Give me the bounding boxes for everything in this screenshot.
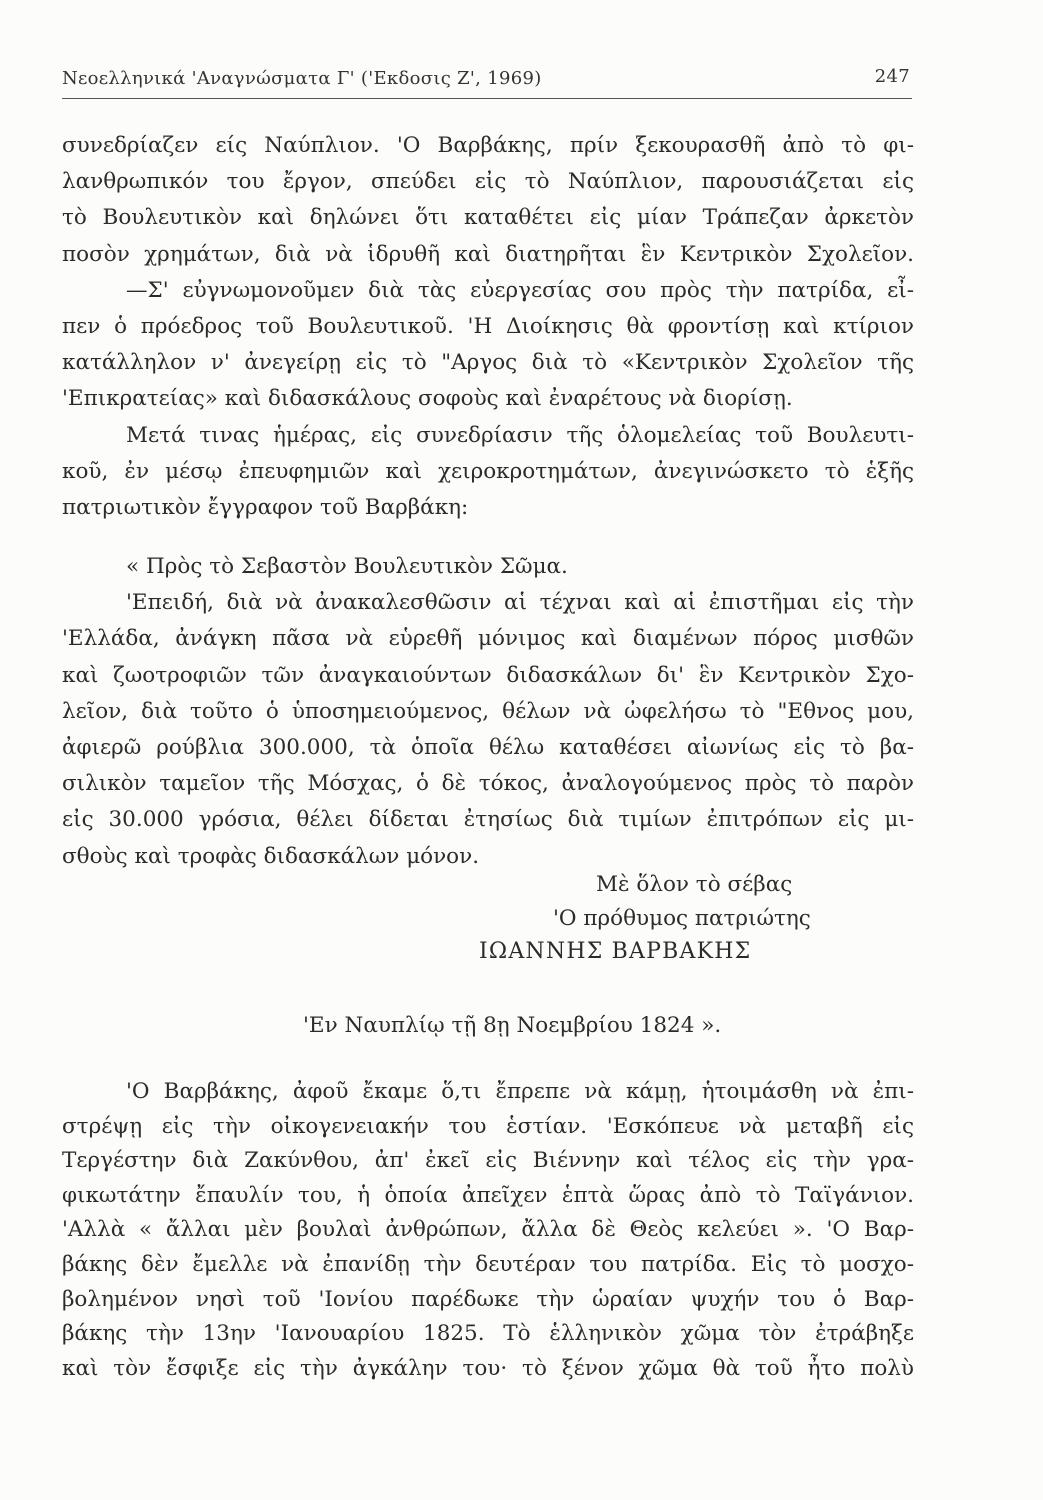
text-block-final xyxy=(62,1075,914,1386)
letter-salutation: « Πρὸς τὸ Σεβαστὸν Βουλευτικὸν Σῶμα. xyxy=(126,554,568,579)
text-line: βάκης δὲν ἔμελλε νὰ ἐπανίδῃ τὴν δευτέραν του πατρίδα. Εἰς τὸ μοσχο- xyxy=(62,1251,914,1277)
signature-role: 'Ο πρόθυμος πατριώτης xyxy=(553,906,811,931)
signature-name: ΙΩΑΝΝΗΣ ΒΑΡΒΑΚΗΣ xyxy=(479,939,752,964)
text-line: συνεδρίαζεν είς Ναύπλιον. 'Ο Βαρβάκης, πρίν ξεκουρασθῆ ἀπὸ τὸ φι- xyxy=(62,133,914,158)
text-line: 'Επειδή, διὰ νὰ ἀνακαλεσθῶσιν αἱ τέχναι καὶ αἱ ἐπιστῆμαι εἰς τὴν xyxy=(126,590,914,616)
text-line: φικωτάτην ἔπαυλίν του, ἡ ὁποία ἀπεῖχεν ἑπτὰ ὥρας ἀπὸ τὸ Ταϊγάνιον. xyxy=(62,1182,914,1208)
signature-closing: Μὲ ὅλον τὸ σέβας xyxy=(596,872,793,897)
text-block-letter xyxy=(62,549,914,875)
running-header xyxy=(62,62,910,92)
text-line: βάκης τὴν 13ην 'Ιανουαρίου 1825. Τὸ ἑλληνικὸν χῶμα τὸν ἐτράβηξε xyxy=(62,1321,914,1347)
text-line: σιλικὸν ταμεῖον τῆς Μόσχας, ὁ δὲ τόκος, ἀναλογούμενος πρὸς τὸ παρὸν xyxy=(62,771,914,797)
text-line: πεν ὁ πρόεδρος τοῦ Βουλευτικοῦ. 'Η Διοίκησις θὰ φροντίσῃ καὶ κτίριον xyxy=(62,313,914,339)
header-rule xyxy=(62,98,912,99)
page-number: 247 xyxy=(874,66,910,87)
text-line: καὶ ζωοτροφιῶν τῶν ἀναγκαιούντων διδασκάλων δι' ἓν Κεντρικὸν Σχο- xyxy=(62,662,914,688)
text-block-first xyxy=(62,128,914,526)
text-line: —Σ' εὐγνωμονοῦμεν διὰ τὰς εὐεργεσίας σου πρὸς τὴν πατρίδα, εἶ- xyxy=(126,277,914,303)
text-line: λανθρωπικόν του ἔργον, σπεύδει εἰς τὸ Ναύπλιον, παρουσιάζεται εἰς xyxy=(62,169,914,195)
text-line: στρέψῃ εἰς τὴν οἰκογενειακήν του ἑστίαν. 'Εσκόπευε νὰ μεταβῆ εἰς xyxy=(62,1113,914,1139)
text-line: Τεργέστην διὰ Ζακύνθου, ἀπ' ἐκεῖ εἰς Βιέννην καὶ τέλος εἰς τὴν γρα- xyxy=(62,1148,914,1174)
text-line: 'Αλλὰ « ἄλλαι μὲν βουλαὶ ἀνθρώπων, ἄλλα δὲ Θεὸς κελεύει ». 'Ο Βαρ- xyxy=(62,1217,914,1243)
text-line: κοῦ, ἐν μέσῳ ἐπευφημιῶν καὶ χειροκροτημάτων, ἀνεγινώσκετο τὸ ἑξῆς xyxy=(62,458,914,484)
text-line: βολημένον νησὶ τοῦ 'Ιονίου παρέδωκε τὴν ὡραίαν ψυχήν του ὁ Βαρ- xyxy=(62,1286,914,1312)
text-line: εἰς 30.000 γρόσια, θέλει δίδεται ἐτησίως διὰ τιμίων ἐπιτρόπων εἰς μι- xyxy=(62,807,914,833)
text-line: λεῖον, διὰ τοῦτο ὁ ὑποσημειούμενος, θέλων νὰ ὠφελήσω τὸ "Εθνος μου, xyxy=(62,698,914,724)
text-line: καὶ τὸν ἔσφιξε εἰς τὴν ἀγκάλην του· τὸ ξένον χῶμα θὰ τοῦ ἦτο πολὺ xyxy=(62,1355,914,1381)
running-title: Νεοελληνικά 'Αναγνώσματα Γ' ('Εκδοσις Ζ', 1969) xyxy=(62,68,542,89)
text-line: ποσὸν χρημάτων, διὰ νὰ ἱδρυθῆ καὶ διατηρῆται ἓν Κεντρικὸν Σχολεῖον. xyxy=(62,241,914,267)
text-line: 'Επικρατείας» καὶ διδασκάλους σοφοὺς καὶ ἐναρέτους νὰ διορίσῃ. xyxy=(62,386,793,412)
text-line: πατριωτικὸν ἔγγραφον τοῦ Βαρβάκη: xyxy=(62,494,469,520)
text-line: τὸ Βουλευτικὸν καὶ δηλώνει ὅτι καταθέτει εἰς μίαν Τράπεζαν ἀρκετὸν xyxy=(62,205,914,231)
text-line: κατάλληλον ν' ἀνεγείρῃ εἰς τὸ "Αργος διὰ τὸ «Κεντρικὸν Σχολεῖον τῆς xyxy=(62,350,914,376)
text-line: ἀφιερῶ ρούβλια 300.000, τὰ ὁποῖα θέλω καταθέσει αἰωνίως εἰς τὸ βα- xyxy=(62,734,914,760)
text-line: σθοὺς καὶ τροφὰς διδασκάλων μόνον. xyxy=(62,843,480,869)
text-line: 'Ο Βαρβάκης, ἀφοῦ ἔκαμε ὅ,τι ἔπρεπε νὰ κάμῃ, ἡτοιμάσθη νὰ ἐπι- xyxy=(126,1079,914,1104)
signature-dateline: 'Εν Ναυπλίῳ τῇ 8ῃ Νοεμβρίου 1824 ». xyxy=(303,1013,722,1038)
text-line: Μετά τινας ἡμέρας, εἰς συνεδρίασιν τῆς ὁλομελείας τοῦ Βουλευτι- xyxy=(126,422,914,448)
text-line: 'Ελλάδα, ἀνάγκη πᾶσα νὰ εὑρεθῆ μόνιμος καὶ διαμένων πόρος μισθῶν xyxy=(62,626,914,652)
